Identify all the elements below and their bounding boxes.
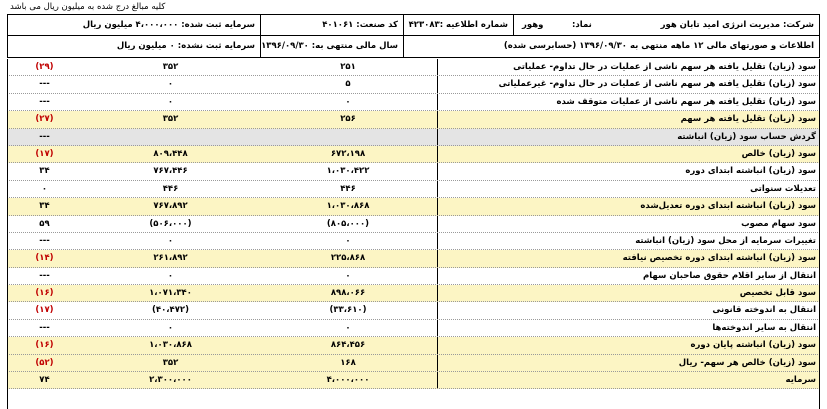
current-value: ۰ <box>345 270 351 281</box>
company-name: شرکت: مدیریت انرژی امید تابان هور <box>660 20 814 30</box>
table-row <box>7 129 820 146</box>
previous-value: ۷۶۷،۸۹۲ <box>153 201 188 212</box>
table-row <box>7 111 820 128</box>
table-row <box>7 59 820 76</box>
previous-value: ۲۶۱،۸۹۲ <box>153 253 188 264</box>
change-percent: (۵۲) <box>35 357 54 368</box>
row-label: تغییرات سرمایه از محل سود (زیان) انباشته <box>437 233 820 249</box>
current-value: ۰ <box>345 322 351 333</box>
previous-value: ۴۴۶ <box>162 183 179 194</box>
table-row <box>7 76 820 93</box>
previous-value: ۲،۳۰۰،۰۰۰ <box>149 375 192 386</box>
table-row <box>7 268 820 285</box>
current-value: ۸۹۸،۰۶۶ <box>330 288 366 299</box>
row-label: سود قابل تخصیص <box>437 285 820 301</box>
change-percent: ۳۴ <box>39 201 50 212</box>
previous-value: ۳۵۲ <box>162 357 179 368</box>
previous-value: ۰ <box>167 235 174 246</box>
row-label: سرمایه <box>437 372 820 388</box>
row-label: سود (زیان) تقلیل یافته هر سهم ناشی از عملیات در حال تداوم- عملیاتی <box>437 59 820 75</box>
row-label: انتقال به سایر اندوخته‌ها <box>437 320 820 336</box>
previous-value: ۳۵۲ <box>162 114 179 125</box>
table-border-left <box>7 59 8 409</box>
current-value: ۴،۰۰۰،۰۰۰ <box>326 375 370 386</box>
previous-value: ۰ <box>167 79 174 90</box>
change-percent: --- <box>39 322 50 333</box>
table-row <box>7 146 820 163</box>
current-value: (۸۰۵،۰۰۰) <box>326 218 370 229</box>
change-percent: ۷۴ <box>39 375 50 386</box>
table-row <box>7 250 820 267</box>
previous-value: ۸۰۹،۴۴۸ <box>153 148 188 159</box>
change-percent: (۲۹) <box>35 62 54 72</box>
industry-code: کد صنعت: ۴۰۱۰۶۱ <box>260 15 403 36</box>
fiscal-year-end: سال مالی منتهی به: ۱۳۹۶/۰۹/۳۰ <box>260 36 403 57</box>
current-value: ۵ <box>345 79 351 90</box>
company-cell <box>513 15 819 36</box>
unregistered-capital: سرمایه ثبت نشده: ۰ میلیون ریال <box>116 41 255 51</box>
current-value: ۲۵۶ <box>340 114 356 125</box>
current-value: ۱،۰۳۰،۴۲۲ <box>326 166 370 177</box>
table-row <box>7 285 820 302</box>
current-value: ۲۵۱ <box>340 62 356 72</box>
previous-value: ۳۵۲ <box>162 62 179 72</box>
current-value: ۱،۰۳۰،۸۶۸ <box>326 201 370 212</box>
current-value: ۲۲۵،۸۶۸ <box>330 253 366 264</box>
previous-value: ۰ <box>167 270 174 281</box>
change-percent: (۱۶) <box>35 288 54 299</box>
row-label: سود (زیان) انباشته پایان دوره <box>437 337 820 353</box>
table-row <box>7 163 820 180</box>
change-percent: (۱۷) <box>35 148 54 159</box>
previous-value: ۱،۰۷۱،۳۴۰ <box>149 288 192 299</box>
row-label: سود (زیان) خالص <box>437 146 820 162</box>
statement-info: اطلاعات و صورتهای مالی ۱۲ ماهه منتهی به ۱۳۹۶/۰۹/۳۰ (حسابرسی شده) <box>403 36 819 57</box>
change-percent: (۱۴) <box>35 253 54 264</box>
previous-value <box>82 129 259 145</box>
row-label: سود (زیان) انباشته ابتدای دوره <box>437 163 820 179</box>
row-label: سود (زیان) تقلیل یافته هر سهم ناشی از عملیات متوقف شده <box>437 94 820 110</box>
table-row <box>7 216 820 233</box>
symbol-label: نماد: <box>572 20 592 30</box>
change-percent: (۱۷) <box>35 305 54 316</box>
change-percent: --- <box>39 96 50 107</box>
row-label: انتقال به اندوخته قانونی <box>437 302 820 318</box>
table-row <box>7 320 820 337</box>
announcement-no: شماره اطلاعیه :۴۲۳۰۸۳ <box>403 15 513 36</box>
table-row <box>7 233 820 250</box>
change-percent: --- <box>39 235 50 246</box>
row-label: سود (زیان) خالص هر سهم- ریال <box>437 355 820 371</box>
current-value <box>259 129 437 145</box>
row-label: انتقال از سایر اقلام حقوق صاحبان سهام <box>437 268 820 284</box>
currency-note: کلیه مبالغ درج شده به میلیون ریال می باشد <box>10 2 166 12</box>
current-value: ۴۴۶ <box>340 183 356 194</box>
change-percent: --- <box>39 131 50 142</box>
current-value: ۱۶۸ <box>340 357 356 368</box>
previous-value: ۷۶۷،۴۴۶ <box>153 166 188 177</box>
table-row <box>7 198 820 215</box>
current-value: ۰ <box>345 96 351 107</box>
previous-value: ۰ <box>167 322 174 333</box>
current-value: ۶۷۲،۱۹۸ <box>330 148 366 159</box>
symbol-value: وهور <box>522 20 544 30</box>
change-percent: ۰ <box>41 183 48 194</box>
current-value: ۸۶۴،۴۵۶ <box>330 340 366 351</box>
table-row <box>7 372 820 389</box>
previous-value: ۱،۰۳۰،۸۶۸ <box>149 340 192 351</box>
previous-value: (۵۰۶،۰۰۰) <box>149 218 192 229</box>
table-row <box>7 337 820 354</box>
row-label: سود سهام مصوب <box>437 216 820 232</box>
row-label: سود (زیان) تقلیل یافته هر سهم ناشی از عملیات در حال تداوم- غیرعملیاتی <box>437 76 820 92</box>
row-label: سود (زیان) انباشته ابتدای دوره تخصیص نیافته <box>437 250 820 266</box>
registered-capital: سرمایه ثبت شده: ۴،۰۰۰،۰۰۰ میلیون ریال <box>8 15 260 36</box>
change-percent: (۲۷) <box>35 114 54 125</box>
financial-table <box>7 59 820 389</box>
table-row <box>7 355 820 372</box>
row-label: سود (زیان) تقلیل یافته هر سهم <box>437 111 820 127</box>
row-label: گردش حساب سود (زیان) انباشته <box>437 129 820 145</box>
table-row <box>7 181 820 198</box>
previous-value: (۴۰،۴۷۲) <box>152 305 189 316</box>
row-label: تعدیلات سنواتی <box>437 181 820 197</box>
current-value: (۳۳،۶۱۰) <box>329 305 367 316</box>
current-value: ۰ <box>345 235 351 246</box>
change-percent: ۵۹ <box>39 218 50 229</box>
change-percent: --- <box>39 270 50 281</box>
table-row <box>7 302 820 319</box>
change-percent: --- <box>39 79 50 90</box>
table-border-right <box>819 59 820 409</box>
change-percent: ۳۴ <box>39 166 50 177</box>
report-header <box>7 14 820 58</box>
table-row <box>7 94 820 111</box>
change-percent: (۱۶) <box>35 340 54 351</box>
previous-value: ۰ <box>167 96 174 107</box>
row-label: سود (زیان) انباشته ابتدای دوره تعدیل‌شده <box>437 198 820 214</box>
